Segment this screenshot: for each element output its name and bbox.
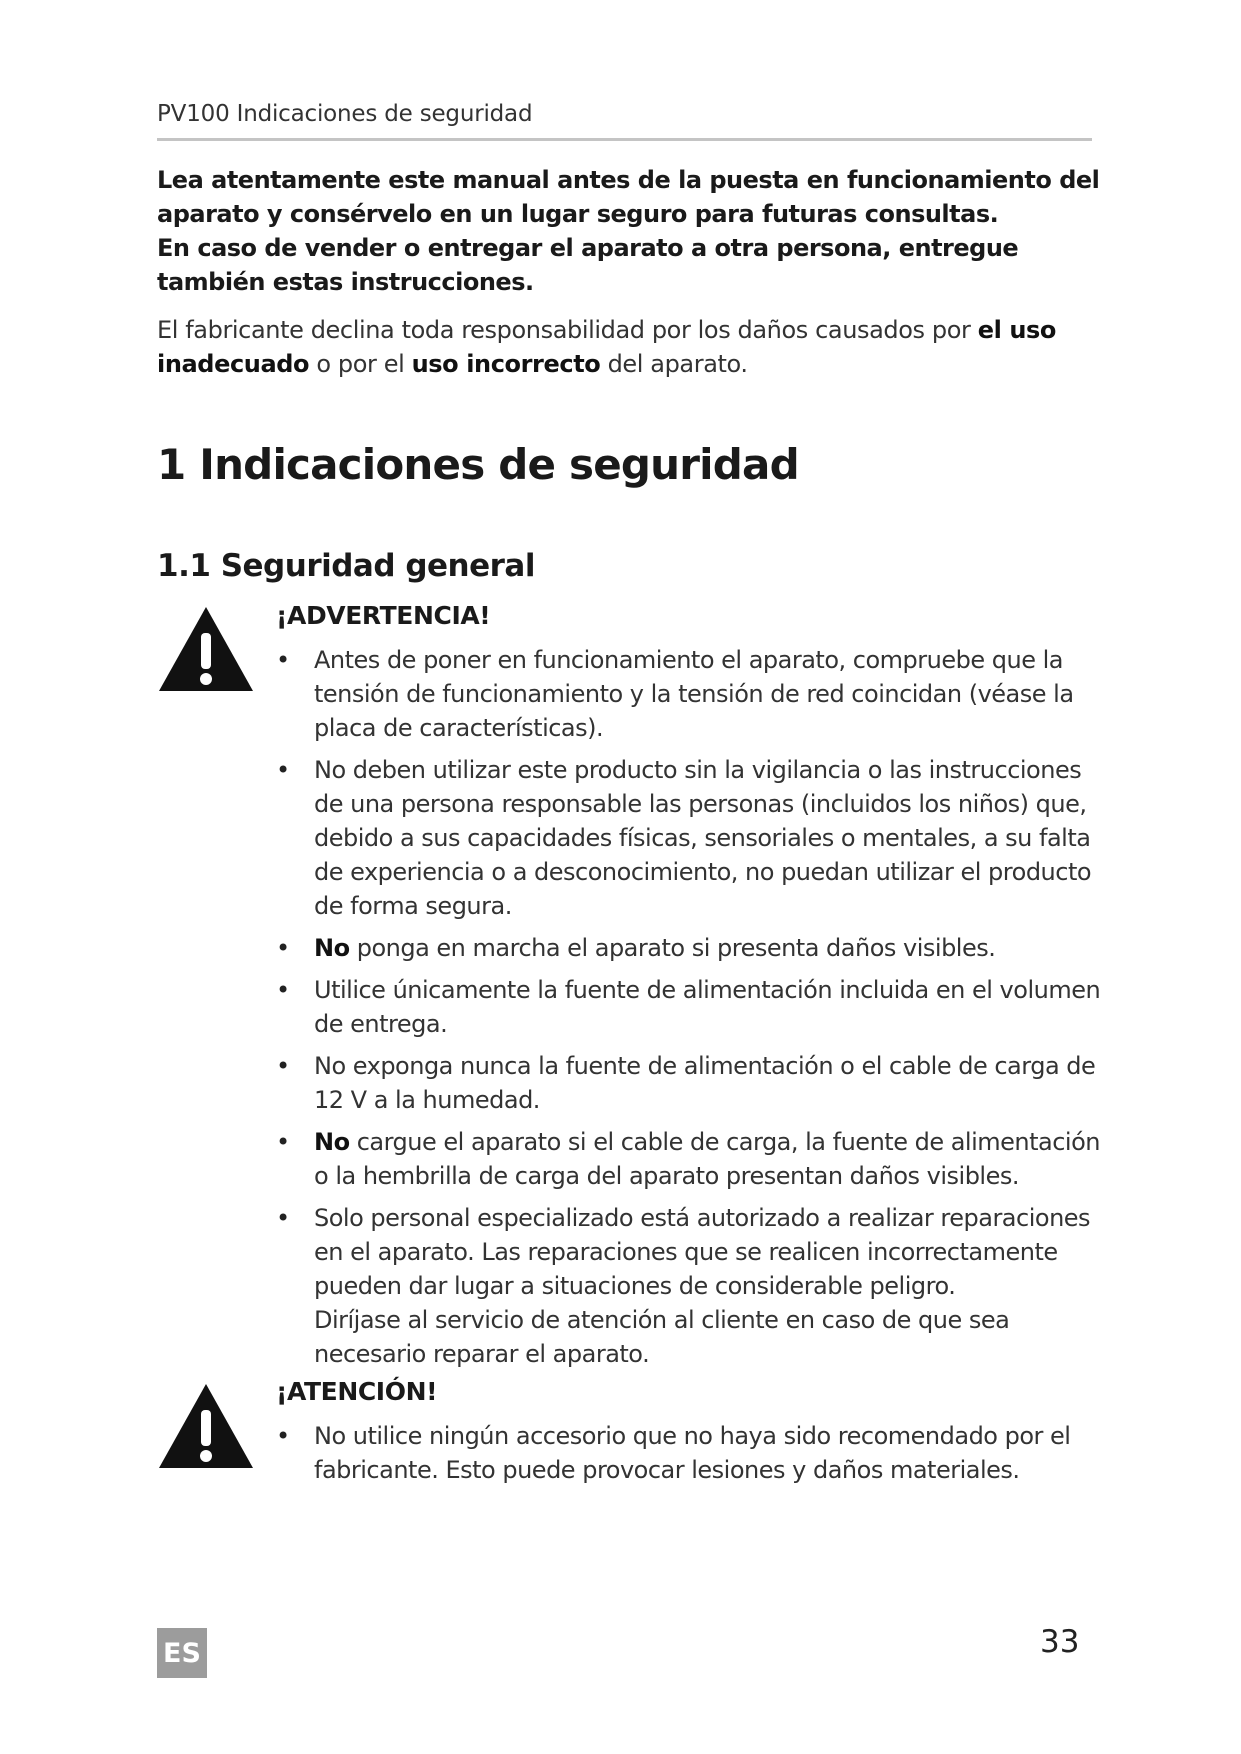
disclaimer-bold-2: uso incorrecto [411, 350, 601, 378]
list-item: • No utilice ningún accesorio que no haya sido recomendado por el fabricante. Esto puede provocar lesiones y daños materiales. [276, 1419, 1106, 1487]
caution-list [276, 1419, 1106, 1495]
intro-block [157, 163, 1107, 299]
running-header: PV100 Indicaciones de seguridad [157, 101, 533, 127]
list-item: • No exponga nunca la fuente de alimentación o el cable de carga de 12 V a la humedad. [276, 1049, 1106, 1117]
language-badge: ES [157, 1628, 207, 1678]
subsection-title: 1.1 Seguridad general [157, 548, 535, 584]
disclaimer-paragraph [157, 313, 1097, 381]
list-item: • Antes de poner en funcionamiento el aparato, compruebe que la tensión de funcionamiento y la tensión de red coincidan (véase la placa de características). [276, 643, 1106, 745]
list-item: • Solo personal especializado está autorizado a realizar reparaciones en el aparato. Las reparaciones que se realicen incorrectamente pueden dar lugar a situaciones de considerable peligro. Diríjase al servicio de atención al cliente en caso de que sea necesario reparar el aparato. [276, 1201, 1106, 1371]
warning-triangle-icon [157, 605, 255, 693]
list-item: • Utilice únicamente la fuente de alimentación incluida en el volumen de entrega. [276, 973, 1106, 1041]
list-item-extra: Diríjase al servicio de atención al cliente en caso de que sea necesario reparar el aparato. [314, 1306, 1010, 1368]
header-rule [157, 138, 1092, 141]
page-number: 33 [1040, 1624, 1080, 1660]
disclaimer-text-2: o por el [309, 350, 412, 378]
disclaimer-text-3: del aparato. [600, 350, 748, 378]
section-title: 1 Indicaciones de seguridad [157, 440, 799, 489]
list-item: • No ponga en marcha el aparato si presenta daños visibles. [276, 931, 1106, 965]
list-item: • No deben utilizar este producto sin la vigilancia o las instrucciones de una persona responsable las personas (incluidos los niños) que, debido a sus capacidades físicas, sensoriales o mentales, a su falta de experiencia o a desconocimiento, no puedan utilizar el producto de forma segura. [276, 753, 1106, 923]
list-item: • No cargue el aparato si el cable de carga, la fuente de alimentación o la hembrilla de carga del aparato presentan daños visibles. [276, 1125, 1106, 1193]
warning-triangle-icon [157, 1382, 255, 1470]
warning-list [276, 643, 1106, 1379]
disclaimer-text-1: El fabricante declina toda responsabilidad por los daños causados por [157, 316, 978, 344]
warning-signal-word: ¡ADVERTENCIA! [276, 601, 491, 630]
disclaimer-bold-1: el uso inadecuado [157, 316, 1057, 378]
intro-line-1: Lea atentamente este manual antes de la puesta en funcionamiento del aparato y consérvelo en un lugar seguro para futuras consultas. [157, 166, 1100, 228]
caution-signal-word: ¡ATENCIÓN! [276, 1377, 438, 1406]
intro-line-2: En caso de vender o entregar el aparato a otra persona, entregue también estas instrucciones. [157, 234, 1019, 296]
